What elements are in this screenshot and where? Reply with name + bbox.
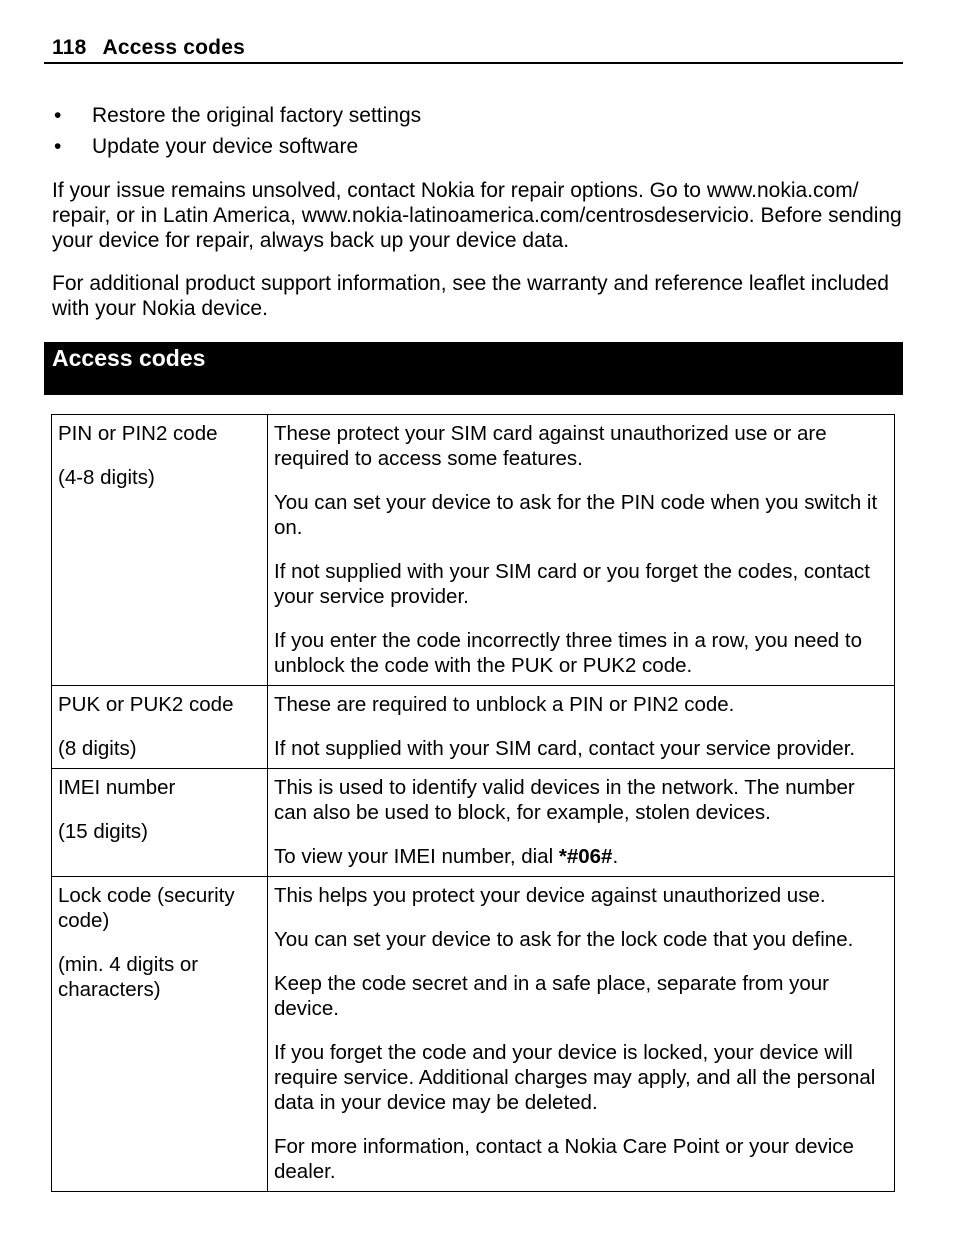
bullet-text: Restore the original factory settings xyxy=(92,104,422,127)
section-heading-bar xyxy=(44,342,903,395)
bullet-dot-icon: • xyxy=(54,135,62,158)
code-description: You can set your device to ask for the PIN code when you switch it on. xyxy=(274,491,878,539)
code-description-cell xyxy=(268,415,895,686)
dial-suffix: . xyxy=(612,845,619,868)
code-description: You can set your device to ask for the lock code that you define. xyxy=(274,928,854,951)
code-name: PIN or PIN2 code xyxy=(58,422,218,445)
header-title: Access codes xyxy=(102,36,245,59)
page-number: 118 xyxy=(52,36,87,59)
code-description: These protect your SIM card against unauthorized use or are required to access some features. xyxy=(274,422,827,470)
bullet-text: Update your device software xyxy=(92,135,359,158)
bullet-item xyxy=(52,131,902,162)
code-description: This is used to identify valid devices in the network. The number can also be used to block, for example, stolen devices. xyxy=(274,776,855,824)
code-name: Lock code (security code) xyxy=(58,884,235,932)
code-detail: (4-8 digits) xyxy=(58,466,155,489)
code-description: This helps you protect your device against unauthorized use. xyxy=(274,884,826,907)
code-name-cell xyxy=(52,877,268,1192)
code-description-cell xyxy=(268,769,895,877)
code-description-cell xyxy=(268,877,895,1192)
support-paragraph: For additional product support information, see the warranty and reference leaflet included with your Nokia device. xyxy=(52,272,889,320)
imei-dial-instruction xyxy=(274,844,888,869)
table-row xyxy=(52,877,895,1192)
bullet-list xyxy=(52,100,902,162)
code-detail: (8 digits) xyxy=(58,737,137,760)
code-detail: (15 digits) xyxy=(58,820,149,843)
code-name-cell xyxy=(52,686,268,769)
code-description-cell xyxy=(268,686,895,769)
table-row xyxy=(52,686,895,769)
code-detail: (min. 4 digits or characters) xyxy=(58,953,199,1001)
section-heading: Access codes xyxy=(52,345,206,371)
access-codes-table xyxy=(51,414,895,1192)
code-description: If you forget the code and your device is locked, your device will require service. Additional charges may apply, and all the personal data in your device may be deleted. xyxy=(274,1041,876,1114)
dial-prefix: To view your IMEI number, dial xyxy=(274,845,559,868)
dial-code: *#06# xyxy=(558,845,613,868)
table-row xyxy=(52,415,895,686)
bullet-item xyxy=(52,100,902,131)
code-name: IMEI number xyxy=(58,776,176,799)
code-description: If not supplied with your SIM card or you forget the codes, contact your service provider. xyxy=(274,560,870,608)
code-description: If not supplied with your SIM card, contact your service provider. xyxy=(274,737,856,760)
code-name-cell xyxy=(52,769,268,877)
table-row xyxy=(52,769,895,877)
repair-paragraph: If your issue remains unsolved, contact Nokia for repair options. Go to www.nokia.com/ repair, or in Latin America, www.nokia-latinoamerica.com/centrosdeservicio. Before sending your device for repair, always back up your device data. xyxy=(52,179,902,252)
bullet-dot-icon: • xyxy=(54,104,62,127)
code-description: Keep the code secret and in a safe place, separate from your device. xyxy=(274,972,829,1020)
code-name-cell xyxy=(52,415,268,686)
code-description: For more information, contact a Nokia Care Point or your device dealer. xyxy=(274,1135,854,1183)
code-description: These are required to unblock a PIN or PIN2 code. xyxy=(274,693,735,716)
code-description: If you enter the code incorrectly three times in a row, you need to unblock the code with the PUK or PUK2 code. xyxy=(274,629,862,677)
page-header xyxy=(44,34,903,64)
code-name: PUK or PUK2 code xyxy=(58,693,234,716)
